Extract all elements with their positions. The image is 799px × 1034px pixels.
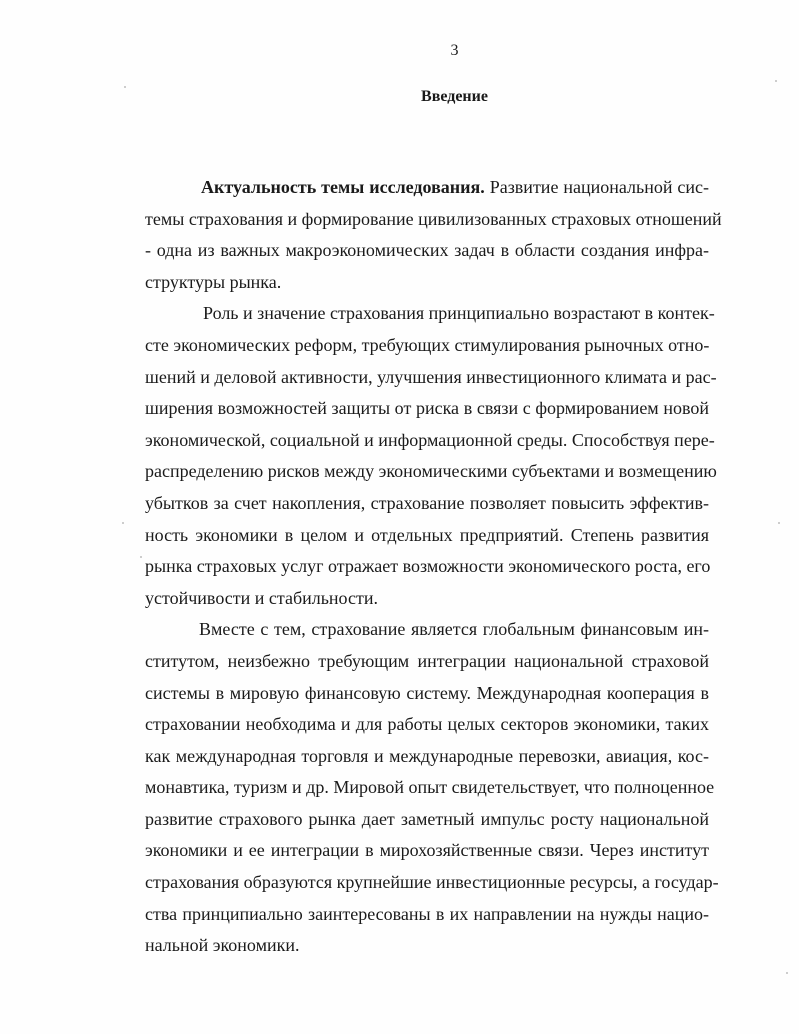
paragraph-3-line-7: развитие страхового рынка дает заметный импульс росту национальной (145, 808, 709, 829)
scan-speck (124, 86, 126, 88)
scan-speck (140, 556, 142, 558)
paragraph-1-line-3: - одна из важных макроэкономических задач в области создания инфра- (145, 240, 709, 261)
paragraph-3-line-8: экономики и ее интеграции в мирохозяйственные связи. Через институт (145, 840, 709, 861)
paragraph-2-line-9: рынка страховых услуг отражает возможности экономического роста, его (145, 556, 711, 577)
paragraph-2-line-10: устойчивости и стабильности. (145, 587, 378, 608)
paragraph-3-line-10: ства принципиально заинтересованы в их направлении на нужды нацио- (145, 903, 709, 924)
scan-speck (786, 972, 788, 974)
paragraph-2-line-1: Роль и значение страхования принципиально возрастают в контек- (203, 303, 715, 324)
scan-speck (775, 80, 777, 82)
paragraph-2-line-7: убытков за счет накопления, страхование позволяет повысить эффектив- (145, 492, 709, 513)
paragraph-2-line-5: экономической, социальной и информационной среды. Способствуя пере- (145, 429, 715, 450)
scan-speck (778, 522, 780, 524)
paragraph-3-line-11: нальной экономики. (145, 935, 300, 956)
paragraph-1-bold-lead: Актуальность темы исследования. (201, 177, 485, 197)
section-heading: Введение (421, 88, 488, 105)
paragraph-2-line-8: ность экономики в целом и отдельных предприятий. Степень развития (145, 524, 709, 545)
paragraph-2-line-3: шений и деловой активности, улучшения инвестиционного климата и рас- (145, 366, 717, 387)
paragraph-2-line-4: ширения возможностей защиты от риска в связи с формированием новой (145, 398, 709, 419)
paragraph-3-line-9: страхования образуются крупнейшие инвестиционные ресурсы, а государ- (145, 872, 719, 893)
body-text (145, 172, 722, 962)
paragraph-3-line-1: Вместе с тем, страхование является глобальным финансовым ин- (199, 619, 709, 640)
paragraph-3-line-3: системы в мировую финансовую систему. Международная кооперация в (145, 682, 709, 703)
paragraph-1-line-1 (145, 172, 709, 204)
paragraph-2-line-2: сте экономических реформ, требующих стимулирования рыночных отно- (145, 334, 710, 355)
paragraph-3-line-4: страховании необходима и для работы целых секторов экономики, таких (145, 714, 709, 735)
scan-speck (122, 522, 124, 524)
page-number: 3 (450, 42, 459, 59)
paragraph-1-line-2: темы страхования и формирование цивилизованных страховых отношений (145, 208, 722, 229)
paragraph-2-line-6: распределению рисков между экономическими субъектами и возмещению (145, 461, 717, 482)
paragraph-3-line-5: как международная торговля и международные перевозки, авиация, кос- (145, 745, 709, 766)
paragraph-1-line-1-text: Развитие национальной сис- (484, 177, 709, 197)
paragraph-1-line-4: структуры рынка. (145, 271, 282, 292)
paragraph-3-line-2: ститутом, неизбежно требующим интеграции национальной страховой (145, 650, 709, 671)
paragraph-3-line-6: монавтика, туризм и др. Мировой опыт свидетельствует, что полноценное (145, 777, 715, 798)
